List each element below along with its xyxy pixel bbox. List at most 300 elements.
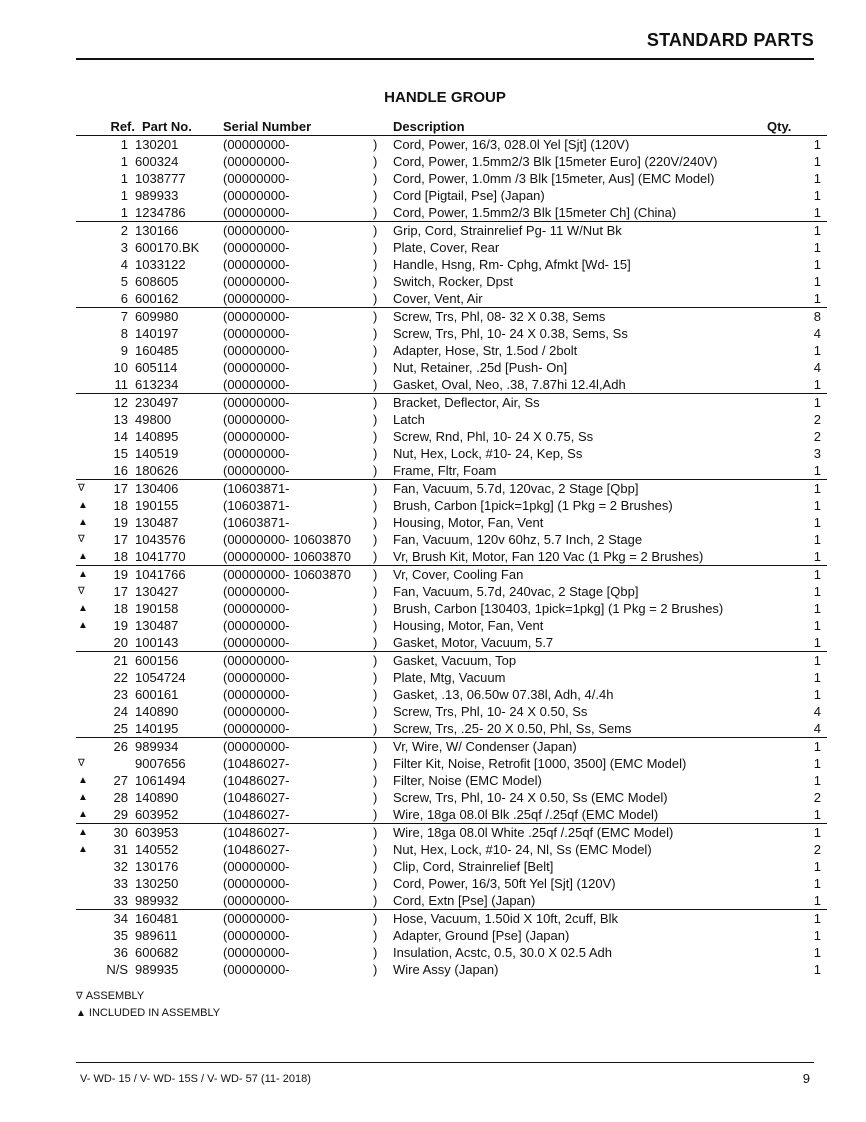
ref-cell: 25 (113, 721, 128, 736)
table-row (76, 222, 827, 240)
table-row (76, 445, 827, 462)
table-row (76, 720, 827, 738)
row-symbol-icon (76, 325, 102, 342)
part-number-cell: 1061494 (135, 773, 186, 788)
serial-number-cell: (00000000- (223, 377, 290, 392)
serial-close-paren: ) (373, 429, 378, 444)
parts-table-body (76, 136, 827, 979)
row-symbol-icon: ▲ (76, 566, 102, 584)
part-number-cell: 989934 (135, 738, 223, 756)
serial-close-paren: ) (373, 360, 378, 375)
part-number-cell: 609980 (135, 308, 223, 326)
table-row (76, 497, 827, 514)
serial-number-cell: (00000000- (223, 137, 290, 152)
table-row (76, 789, 827, 806)
table-row (76, 170, 827, 187)
ref-cell: 7 (102, 308, 135, 326)
description-cell: Brush, Carbon [1pick=1pkg] (1 Pkg = 2 Brushes) (393, 498, 673, 513)
table-header-row (76, 118, 827, 136)
qty-cell: 2 (813, 842, 821, 857)
qty-cell: 1 (813, 532, 821, 547)
table-row (76, 480, 827, 498)
ref-cell: 4 (120, 257, 128, 272)
serial-number-cell: (00000000- (223, 945, 290, 960)
serial-close-paren: ) (373, 291, 378, 306)
table-row (76, 892, 827, 910)
qty-cell: 1 (813, 205, 821, 220)
description-cell: Gasket, Oval, Neo, .38, 7.87hi 12.4l,Adh (393, 377, 626, 392)
serial-close-paren: ) (373, 343, 378, 358)
serial-close-paren: ) (373, 962, 378, 977)
serial-number-cell: (00000000- (223, 859, 290, 874)
description-cell: Fan, Vacuum, 5.7d, 240vac, 2 Stage [Qbp] (393, 584, 639, 599)
qty-cell: 1 (813, 343, 821, 358)
row-symbol-icon: ∇ (76, 480, 102, 498)
serial-number-cell: (00000000- (223, 652, 373, 670)
row-symbol-icon: ▲ (78, 844, 88, 855)
row-symbol-icon (76, 256, 102, 273)
serial-number-cell: (10486027- (223, 756, 290, 771)
serial-close-paren: ) (373, 928, 378, 943)
ref-cell: 34 (102, 910, 135, 928)
qty-cell: 2 (813, 412, 821, 427)
serial-close-paren: ) (373, 240, 378, 255)
qty-cell: 4 (813, 360, 821, 375)
serial-close-paren: ) (373, 618, 378, 633)
part-number-cell: 600156 (135, 652, 223, 670)
serial-close-paren: ) (373, 824, 393, 842)
description-cell: Screw, Trs, Phl, 10- 24 X 0.38, Sems, Ss (393, 326, 628, 341)
table-row (76, 755, 827, 772)
ref-cell: 21 (102, 652, 135, 670)
serial-number-cell: (10486027- (223, 790, 290, 805)
ref-cell: 23 (113, 687, 128, 702)
row-symbol-icon (76, 686, 102, 703)
qty-cell: 1 (767, 480, 827, 498)
ref-cell (102, 755, 135, 772)
table-row (76, 617, 827, 634)
qty-cell: 1 (813, 584, 821, 599)
ref-cell: 12 (102, 394, 135, 412)
description-cell: Nut, Retainer, .25d [Push- On] (393, 360, 568, 375)
table-row (76, 136, 827, 154)
description-cell: Cord, Power, 1.5mm2/3 Blk [15meter Ch] (China) (393, 205, 677, 220)
table-row (76, 359, 827, 376)
table-row (76, 394, 827, 412)
serial-number-cell: (00000000- (223, 704, 290, 719)
part-number-cell: 1041766 (135, 566, 223, 584)
serial-number-cell: (00000000- (223, 308, 373, 326)
serial-close-paren: ) (373, 274, 378, 289)
qty-cell: 1 (813, 240, 821, 255)
serial-close-paren: ) (373, 549, 378, 564)
serial-close-paren: ) (373, 687, 378, 702)
header-mark (76, 118, 102, 136)
serial-close-paren: ) (373, 515, 378, 530)
serial-close-paren: ) (373, 876, 378, 891)
part-number-cell: 140890 (135, 790, 179, 805)
row-symbol-icon (76, 634, 102, 652)
serial-number-cell: (00000000- (223, 291, 290, 306)
ref-cell: 35 (113, 928, 128, 943)
serial-number-cell: (00000000- (223, 257, 290, 272)
qty-cell: 1 (813, 618, 821, 633)
serial-number-cell: (10603871- (223, 480, 373, 498)
ref-cell: 24 (113, 704, 128, 719)
row-symbol-icon (76, 738, 102, 756)
description-cell: Cover, Vent, Air (393, 291, 483, 306)
description-cell: Vr, Wire, W/ Condenser (Japan) (393, 738, 767, 756)
serial-number-cell: (00000000- (223, 429, 290, 444)
description-cell: Cord, Power, 16/3, 028.0l Yel [Sjt] (120V) (393, 137, 630, 152)
qty-cell: 1 (813, 773, 821, 788)
row-symbol-icon (76, 187, 102, 204)
serial-number-cell: (00000000- (223, 601, 290, 616)
part-number-cell: 9007656 (135, 756, 186, 771)
part-number-cell: 160481 (135, 910, 223, 928)
row-symbol-icon (76, 927, 102, 944)
section-title: HANDLE GROUP (384, 89, 506, 106)
header-spacer (373, 118, 393, 136)
part-number-cell: 230497 (135, 394, 223, 412)
row-symbol-icon (76, 359, 102, 376)
serial-number-cell: (00000000- (223, 962, 290, 977)
qty-cell: 1 (767, 910, 827, 928)
part-number-cell: 130201 (135, 137, 179, 152)
serial-close-paren: ) (373, 532, 378, 547)
table-row (76, 531, 827, 548)
row-symbol-icon (76, 136, 102, 154)
row-symbol-icon (76, 462, 102, 480)
table-row (76, 308, 827, 326)
row-symbol-icon: ▲ (78, 517, 88, 528)
serial-number-cell: (00000000- (223, 618, 290, 633)
row-symbol-icon: ▲ (78, 792, 88, 803)
table-row (76, 961, 827, 978)
part-number-cell: 130176 (135, 859, 179, 874)
serial-number-cell: (00000000- (223, 635, 290, 650)
part-number-cell: 1054724 (135, 670, 186, 685)
row-symbol-icon (76, 892, 102, 910)
part-number-cell: 613234 (135, 377, 179, 392)
serial-number-cell: (00000000- (223, 326, 290, 341)
table-row (76, 342, 827, 359)
qty-cell: 3 (813, 446, 821, 461)
header-ref: Ref. (102, 118, 135, 136)
table-row (76, 841, 827, 858)
qty-cell: 1 (767, 824, 827, 842)
serial-number-cell: (00000000- (223, 154, 290, 169)
part-number-cell: 1038777 (135, 171, 186, 186)
serial-close-paren: ) (373, 205, 378, 220)
serial-close-paren: ) (373, 326, 378, 341)
part-number-cell: 140519 (135, 446, 179, 461)
ref-cell: 33 (113, 893, 128, 908)
table-row (76, 927, 827, 944)
description-cell: Wire, 18ga 08.0l Blk .25qf /.25qf (EMC Model) (393, 807, 659, 822)
header-qty: Qty. (767, 118, 827, 136)
qty-cell: 1 (813, 257, 821, 272)
qty-cell: 1 (813, 756, 821, 771)
description-cell: Filter, Noise (EMC Model) (393, 773, 542, 788)
qty-cell: 1 (767, 566, 827, 584)
part-number-cell: 989932 (135, 893, 179, 908)
row-symbol-icon: ▲ (78, 620, 88, 631)
table-row (76, 204, 827, 222)
qty-cell: 1 (813, 928, 821, 943)
serial-close-paren: ) (373, 945, 378, 960)
description-cell: Clip, Cord, Strainrelief [Belt] (393, 859, 554, 874)
description-cell: Screw, Trs, .25- 20 X 0.50, Phl, Ss, Sems (393, 721, 632, 736)
table-row (76, 600, 827, 617)
table-row (76, 875, 827, 892)
qty-cell: 2 (813, 429, 821, 444)
row-symbol-icon (76, 910, 102, 928)
ref-cell: 32 (113, 859, 128, 874)
serial-close-paren: ) (373, 584, 378, 599)
ref-cell: 33 (113, 876, 128, 891)
description-cell: Screw, Trs, Phl, 10- 24 X 0.50, Ss (393, 704, 588, 719)
part-number-cell: 1234786 (135, 205, 186, 220)
ref-cell: 2 (102, 222, 135, 240)
description-cell: Housing, Motor, Fan, Vent (393, 515, 544, 530)
qty-cell: 1 (813, 274, 821, 289)
serial-number-cell: (10486027- (223, 842, 290, 857)
part-number-cell: 600324 (135, 154, 179, 169)
table-row (76, 187, 827, 204)
table-row (76, 738, 827, 756)
ref-cell: 17 (102, 480, 135, 498)
part-number-cell: 600162 (135, 291, 179, 306)
legend-included-label: INCLUDED IN ASSEMBLY (88, 1007, 221, 1019)
description-cell: Gasket, .13, 06.50w 07.38l, Adh, 4/.4h (393, 687, 614, 702)
row-symbol-icon: ∇ (78, 534, 85, 545)
serial-close-paren: ) (373, 738, 393, 756)
serial-number-cell: (10603871- (223, 498, 290, 513)
part-number-cell: 1033122 (135, 257, 186, 272)
ref-cell: 28 (113, 790, 128, 805)
header-description: Description (393, 118, 767, 136)
row-symbol-icon (76, 273, 102, 290)
serial-number-cell: (00000000- (223, 205, 290, 220)
part-number-cell: 989933 (135, 188, 179, 203)
description-cell: Adapter, Hose, Str, 1.5od / 2bolt (393, 343, 578, 358)
description-cell: Grip, Cord, Strainrelief Pg- 11 W/Nut Bk (393, 222, 767, 240)
description-cell: Fan, Vacuum, 120v 60hz, 5.7 Inch, 2 Stage (393, 532, 643, 547)
part-number-cell: 130250 (135, 876, 179, 891)
ref-cell: 1 (120, 205, 128, 220)
description-cell: Cord [Pigtail, Pse] (Japan) (393, 188, 545, 203)
part-number-cell: 989611 (135, 928, 178, 943)
description-cell: Vr, Cover, Cooling Fan (393, 566, 767, 584)
serial-number-cell: (00000000- (223, 876, 290, 891)
part-number-cell: 130427 (135, 584, 179, 599)
part-number-cell: 130487 (135, 515, 179, 530)
legend (76, 988, 220, 1022)
row-symbol-icon: ∇ (78, 758, 85, 769)
qty-cell: 1 (813, 687, 821, 702)
serial-number-cell: (00000000- 10603870 (223, 532, 351, 547)
qty-cell: 1 (813, 807, 821, 822)
table-row (76, 239, 827, 256)
part-number-cell: 603953 (135, 824, 223, 842)
qty-cell: 1 (767, 652, 827, 670)
description-cell: Switch, Rocker, Dpst (393, 274, 513, 289)
qty-cell: 1 (813, 171, 821, 186)
description-cell: Cord, Power, 16/3, 50ft Yel [Sjt] (120V) (393, 876, 616, 891)
serial-number-cell: (00000000- (223, 446, 290, 461)
qty-cell: 4 (813, 721, 821, 736)
row-symbol-icon (76, 445, 102, 462)
part-number-cell: 605114 (135, 360, 178, 375)
ref-cell: 19 (102, 566, 135, 584)
serial-close-paren: ) (373, 807, 378, 822)
description-cell: Cord, Extn [Pse] (Japan) (393, 893, 536, 908)
ref-cell: 1 (120, 154, 128, 169)
ref-cell: 15 (113, 446, 128, 461)
description-cell: Frame, Fltr, Foam (393, 463, 497, 478)
table-row (76, 548, 827, 566)
table-row (76, 290, 827, 308)
qty-cell: 1 (813, 962, 821, 977)
serial-number-cell: (00000000- (223, 412, 290, 427)
serial-close-paren: ) (373, 670, 378, 685)
serial-close-paren: ) (373, 842, 378, 857)
ref-cell: 31 (113, 842, 128, 857)
serial-number-cell: (00000000- (223, 893, 290, 908)
table-row (76, 858, 827, 875)
qty-cell: 1 (813, 893, 821, 908)
table-row (76, 772, 827, 789)
serial-close-paren: ) (373, 721, 378, 736)
ref-cell: 26 (102, 738, 135, 756)
table-row (76, 669, 827, 686)
table-row (76, 566, 827, 584)
qty-cell: 1 (767, 394, 827, 412)
description-cell: Cord, Power, 1.5mm2/3 Blk [15meter Euro] (220V/240V) (393, 154, 718, 169)
serial-number-cell: (00000000- (223, 928, 290, 943)
ref-cell: 22 (113, 670, 128, 685)
qty-cell: 4 (813, 704, 821, 719)
qty-cell: 1 (813, 859, 821, 874)
part-number-cell: 140197 (135, 326, 179, 341)
description-cell: Screw, Trs, Phl, 08- 32 X 0.38, Sems (393, 308, 767, 326)
serial-close-paren: ) (373, 910, 393, 928)
qty-cell: 1 (813, 463, 821, 478)
serial-close-paren: ) (373, 188, 378, 203)
part-number-cell: 140890 (135, 704, 179, 719)
ref-cell: 8 (120, 326, 128, 341)
ref-cell: 9 (120, 343, 128, 358)
ref-cell: 10 (113, 360, 128, 375)
row-symbol-icon (76, 411, 102, 428)
description-cell: Gasket, Vacuum, Top (393, 652, 767, 670)
header-part-no: Part No. (135, 118, 223, 136)
qty-cell: 1 (813, 154, 821, 169)
serial-close-paren: ) (373, 463, 378, 478)
serial-close-paren: ) (373, 394, 393, 412)
row-symbol-icon (76, 858, 102, 875)
row-symbol-icon (76, 961, 102, 978)
row-symbol-icon: ▲ (78, 775, 88, 786)
table-row (76, 153, 827, 170)
row-symbol-icon (76, 703, 102, 720)
row-symbol-icon: ▲ (78, 809, 88, 820)
part-number-cell: 600170.BK (135, 240, 200, 255)
part-number-cell: 190158 (135, 601, 179, 616)
qty-cell: 1 (813, 601, 821, 616)
row-symbol-icon (76, 342, 102, 359)
part-number-cell: 600161 (135, 687, 179, 702)
part-number-cell: 608605 (135, 274, 179, 289)
qty-cell: 1 (813, 377, 821, 392)
description-cell: Insulation, Acstc, 0.5, 30.0 X 02.5 Adh (393, 945, 612, 960)
table-row (76, 514, 827, 531)
qty-cell: 1 (813, 635, 821, 650)
row-symbol-icon (76, 153, 102, 170)
serial-close-paren: ) (373, 308, 393, 326)
included-symbol-icon: ▲ (76, 1008, 86, 1019)
legend-included (76, 1005, 220, 1022)
serial-close-paren: ) (373, 635, 378, 650)
serial-number-cell: (00000000- (223, 463, 290, 478)
qty-cell: 1 (813, 137, 821, 152)
row-symbol-icon (76, 239, 102, 256)
ref-cell: 13 (113, 412, 128, 427)
serial-close-paren: ) (373, 859, 378, 874)
ref-cell: 30 (102, 824, 135, 842)
serial-number-cell: (10486027- (223, 807, 290, 822)
qty-cell: 1 (813, 549, 821, 564)
table-row (76, 325, 827, 342)
part-number-cell: 1041770 (135, 549, 186, 564)
description-cell: Hose, Vacuum, 1.50id X 10ft, 2cuff, Blk (393, 910, 767, 928)
serial-close-paren: ) (373, 790, 378, 805)
ref-cell: 19 (113, 618, 128, 633)
serial-number-cell: (10486027- (223, 824, 373, 842)
serial-number-cell: (00000000- (223, 343, 290, 358)
legend-assembly-label: ASSEMBLY (85, 990, 145, 1002)
qty-cell: 8 (767, 308, 827, 326)
row-symbol-icon: ▲ (78, 603, 88, 614)
serial-close-paren: ) (373, 480, 393, 498)
description-cell: Screw, Rnd, Phl, 10- 24 X 0.75, Ss (393, 429, 594, 444)
description-cell: Nut, Hex, Lock, #10- 24, Kep, Ss (393, 446, 583, 461)
serial-close-paren: ) (373, 498, 378, 513)
qty-cell: 4 (813, 326, 821, 341)
description-cell: Housing, Motor, Fan, Vent (393, 618, 544, 633)
page-number: 9 (802, 1071, 810, 1086)
ref-cell: 17 (113, 532, 128, 547)
description-cell: Plate, Cover, Rear (393, 240, 500, 255)
qty-cell: 1 (813, 515, 821, 530)
row-symbol-icon (76, 669, 102, 686)
ref-cell: 18 (113, 601, 128, 616)
table-row (76, 686, 827, 703)
table-row (76, 944, 827, 961)
qty-cell: 1 (813, 670, 821, 685)
table-row (76, 652, 827, 670)
ref-cell: 5 (120, 274, 128, 289)
serial-number-cell: (00000000- (223, 738, 373, 756)
footer-models: V- WD- 15 / V- WD- 15S / V- WD- 57 (11- 2018) (80, 1073, 311, 1085)
serial-number-cell: (10603871- (223, 515, 290, 530)
row-symbol-icon: ▲ (76, 824, 102, 842)
serial-close-paren: ) (373, 566, 393, 584)
description-cell: Screw, Trs, Phl, 10- 24 X 0.50, Ss (EMC Model) (393, 790, 668, 805)
part-number-cell: 49800 (135, 412, 172, 427)
description-cell: Handle, Hsng, Rm- Cphg, Afmkt [Wd- 15] (393, 257, 631, 272)
